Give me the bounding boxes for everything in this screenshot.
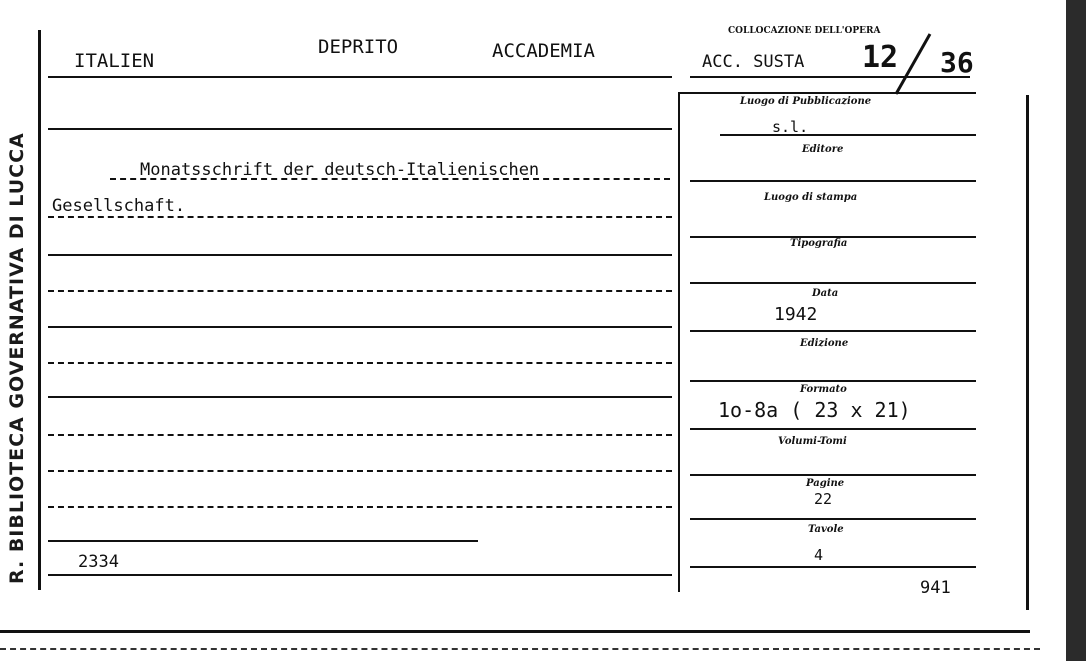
rule-7 — [48, 362, 672, 364]
field-rule-9 — [690, 518, 976, 520]
rule-1 — [48, 128, 672, 130]
field-rule-5 — [690, 330, 976, 332]
field-column-rule — [678, 92, 680, 592]
field-value-pubplace: s.l. — [772, 118, 809, 136]
right-edge-rule — [1026, 95, 1029, 610]
rule-5 — [48, 290, 672, 292]
rule-8 — [48, 396, 672, 398]
subject-heading: ITALIEN — [74, 50, 155, 72]
field-label-date: Data — [812, 288, 839, 299]
rule-4 — [48, 254, 672, 256]
header-academy: ACCADEMIA — [492, 40, 595, 62]
inventory-number: 2334 — [78, 552, 119, 572]
card-bottom-dash — [0, 648, 1040, 650]
shelf-sub-number: 36 — [940, 46, 974, 79]
field-rule-2 — [690, 180, 976, 182]
shelf-number: 12 — [862, 40, 899, 75]
field-label-plates: Tavole — [808, 524, 844, 535]
field-label-volumes: Volumi-Tomi — [778, 436, 847, 447]
field-label-format: Formato — [800, 384, 847, 395]
rule-10 — [48, 470, 672, 472]
field-label-pages: Pagine — [806, 478, 845, 489]
rule-6 — [48, 326, 672, 328]
rule-9 — [48, 434, 672, 436]
field-label-pubplace: Luogo di Pubblicazione — [740, 96, 872, 107]
rule-11 — [48, 506, 672, 508]
field-label-edition: Edizione — [800, 338, 849, 349]
title-line-1: Monatsschrift der deutsch-Italienischen — [140, 160, 540, 180]
field-value-plates: 4 — [814, 546, 824, 564]
rule-13 — [48, 574, 672, 576]
library-stamp: R. BIBLIOTECA GOVERNATIVA DI LUCCA — [6, 132, 28, 584]
header-rule — [48, 76, 672, 78]
field-rule-4 — [690, 282, 976, 284]
title-line-2: Gesellschaft. — [52, 196, 186, 216]
right-edge-dark — [1066, 0, 1086, 661]
collocazione-label: COLLOCAZIONE DELL'OPERA — [728, 26, 881, 36]
field-rule-7 — [690, 428, 976, 430]
field-rule-6 — [690, 380, 976, 382]
field-label-printplace: Luogo di stampa — [764, 192, 858, 203]
field-rule-1 — [720, 134, 976, 136]
field-box-top — [680, 92, 976, 94]
corner-mark: 941 — [920, 578, 951, 598]
shelf-slash — [890, 30, 940, 100]
field-value-pages: 22 — [814, 490, 833, 508]
field-value-format: 1o-8a ( 23 x 21) — [718, 398, 911, 422]
shelf-prefix: ACC. SUSTA — [702, 52, 805, 72]
field-rule-10 — [690, 566, 976, 568]
header-deposit: DEPRITO — [318, 36, 399, 58]
field-label-editor: Editore — [802, 144, 844, 155]
rule-3 — [48, 216, 672, 218]
field-value-date: 1942 — [774, 304, 818, 325]
card-bottom-rule — [0, 630, 1030, 633]
field-rule-8 — [690, 474, 976, 476]
left-margin-rule — [38, 30, 41, 590]
field-label-printer: Tipografia — [790, 238, 848, 249]
header-rule-right — [690, 76, 970, 78]
rule-12 — [48, 540, 478, 542]
